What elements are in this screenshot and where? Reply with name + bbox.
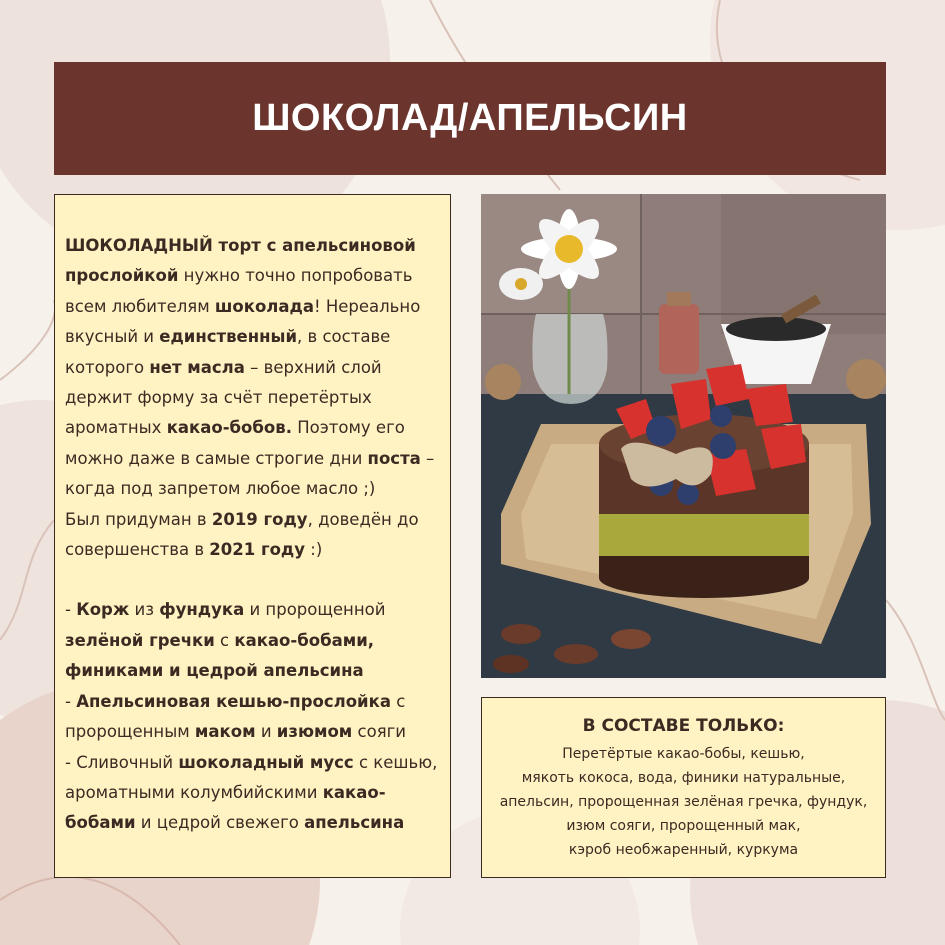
history-paragraph xyxy=(65,505,440,566)
text-highlight: апельсина xyxy=(304,813,405,833)
composition-line: изюм сояги, пророщенный мак, xyxy=(566,818,801,834)
text-highlight: какао-бобов. xyxy=(166,418,292,438)
text-highlight: шоколадный мусс xyxy=(178,752,354,772)
text-highlight: шоколада xyxy=(214,296,314,316)
cake-photo xyxy=(481,194,886,678)
text-highlight: ШОКОЛАДНЫЙ торт с апельсиновой прослойкой xyxy=(65,236,416,286)
text-span: нужно точно попробовать всем любителям xyxy=(65,266,413,316)
text-span: :) xyxy=(305,540,323,560)
text-highlight: маком xyxy=(194,722,256,742)
composition-title: В СОСТАВЕ ТОЛЬКО: xyxy=(582,716,785,736)
paragraph-gap xyxy=(65,565,440,595)
text-span: Был придуман в xyxy=(65,509,212,529)
description-box xyxy=(54,194,451,878)
text-span: сояги xyxy=(352,722,407,742)
title-banner xyxy=(54,62,886,175)
text-span: - Сливочный xyxy=(65,752,179,772)
composition-line: кэроб необжаренный, куркума xyxy=(568,842,799,858)
text-span: – когда под запретом любое масло ;) xyxy=(65,448,435,499)
page-title: ШОКОЛАД/АПЕЛЬСИН xyxy=(252,97,688,139)
composition-box xyxy=(481,697,886,878)
text-span: , доведён до совершенства в xyxy=(65,509,419,560)
text-highlight: единственный xyxy=(159,327,298,347)
layer-item-mousse xyxy=(65,748,440,839)
text-span: с xyxy=(214,630,235,650)
text-span: из xyxy=(129,600,160,620)
text-span: с кешью, ароматными колумбийскими xyxy=(65,752,438,802)
text-span: , в составе которого xyxy=(65,327,391,377)
text-highlight: изюмом xyxy=(276,722,353,742)
composition-line: апельсин, пророщенная зелёная гречка, фундук, xyxy=(499,794,868,810)
text-span: и xyxy=(255,722,277,742)
text-span: и цедрой свежего xyxy=(135,813,305,833)
cake-illustration xyxy=(481,194,886,678)
text-highlight: какао-бобами xyxy=(65,782,386,833)
layer-item-base xyxy=(65,595,440,686)
text-highlight: Апельсиновая кешью-прослойка xyxy=(76,691,391,711)
text-highlight: 2021 году xyxy=(209,540,306,560)
text-highlight: фундука xyxy=(159,600,245,620)
text-span: - xyxy=(65,691,77,711)
composition-line: Перетёртые какао-бобы, кешью, xyxy=(562,746,805,762)
layer-item-filling xyxy=(65,687,440,748)
text-highlight: Корж xyxy=(76,600,130,620)
text-highlight: поста xyxy=(367,448,421,468)
composition-line: мякоть кокоса, вода, финики натуральные, xyxy=(521,770,846,786)
text-span: ! Нереально вкусный и xyxy=(65,296,421,347)
text-span: - xyxy=(65,600,77,620)
text-span: с пророщенным xyxy=(65,691,406,742)
text-span: Поэтому его можно даже в самые строгие дни xyxy=(65,418,405,468)
text-highlight: зелёной гречки xyxy=(65,630,215,650)
description-paragraph xyxy=(65,231,440,505)
text-span: – верхний слой держит форму за счёт перетёртых ароматных xyxy=(65,357,382,438)
text-span: и пророщенной xyxy=(244,600,386,620)
text-highlight: какао-бобами, финиками и цедрой апельсина xyxy=(65,630,375,681)
text-highlight: нет масла xyxy=(149,357,245,377)
text-highlight: 2019 году xyxy=(211,509,308,529)
